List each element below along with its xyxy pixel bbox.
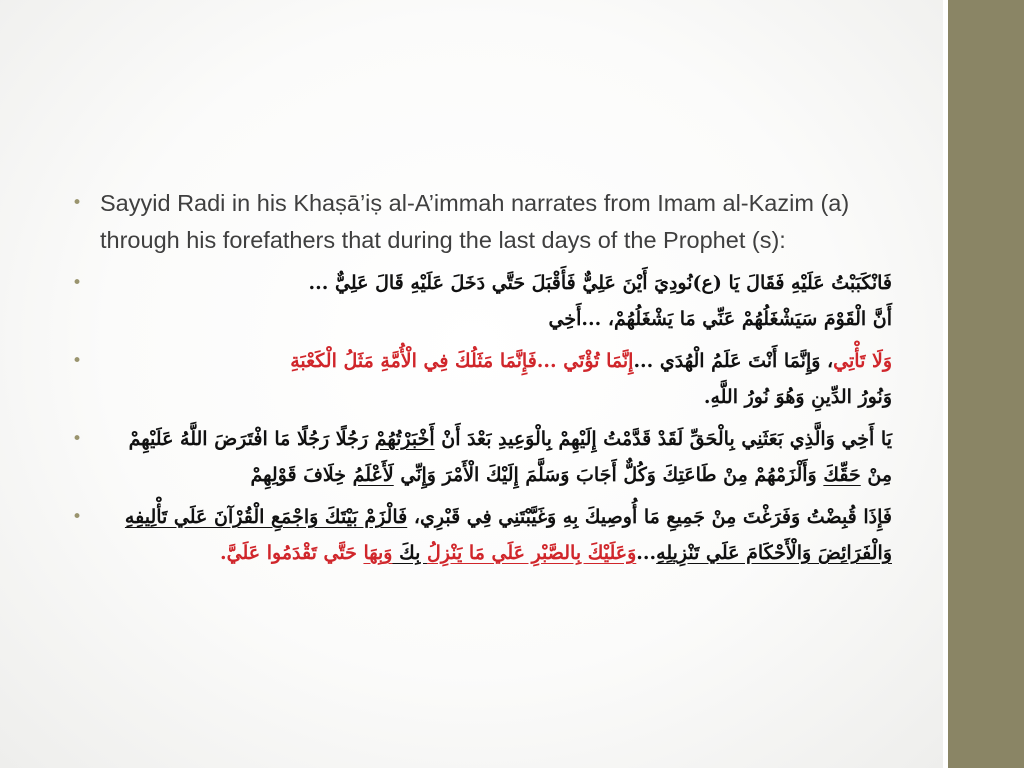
slide-side-bar <box>948 0 1024 768</box>
quote-4-red-underlined-2: وَبِهَا <box>363 542 393 564</box>
bullet-marker: • <box>72 351 83 371</box>
bullet-item-quote-2 <box>72 343 902 415</box>
bullet-item-quote-1 <box>72 265 902 337</box>
quote-3-part-d: خِلَافَ قَوْلِهِمْ <box>250 464 353 486</box>
quote-3-part-b: رَجُلًا رَجُلًا مَا افْتَرَضَ اللَّهُ عَلَيْهِمْ مِنْ <box>128 428 892 486</box>
bullet-marker: • <box>72 273 83 293</box>
quote-3-part-a: يَا أَخِي وَالَّذِي بَعَثَنِي بِالْحَقِّ لَقَدْ قَدَّمْتُ إِلَيْهِمْ بِالْوَعِيدِ بَعْدَ أَنْ <box>434 428 892 450</box>
arabic-quote-2 <box>72 343 902 415</box>
arabic-quote-3 <box>72 421 902 493</box>
quote-3-part-c: وَأَلْزَمْهُمْ مِنْ طَاعَتِكَ وَكُلٌّ أَجَابَ وَسَلَّمَ إِلَيْكَ الْأَمْرَ وَإِنِّي <box>393 464 824 486</box>
quote-4-underlined-1: فَالْزَمْ بَيْتَكَ وَاجْمَعِ الْقُرْآنَ عَلَي تَأْلِيفِهِ وَالْفَرَائِضَ وَالْأَحْكَامَ عَلَي تَنْزِيلِهِ <box>124 506 892 564</box>
bullet-marker: • <box>72 507 83 527</box>
quote-4-part-b: ... <box>636 542 657 564</box>
bullet-item-quote-4 <box>72 499 902 571</box>
quote-2-line-2: وَنُورُ الدِّينِ وَهُوَ نُورُ اللَّهِ. <box>703 386 892 408</box>
quote-3-underlined-2: حَقِّكَ <box>823 464 861 486</box>
quote-3-underlined-1: أَخْبَرْتُهُمْ <box>374 428 435 450</box>
bullet-marker: • <box>72 193 83 213</box>
quote-2-line-1 <box>100 343 892 379</box>
quote-4-red-underlined-1: وَعَلَيْكَ بِالصَّبْرِ عَلَي مَا يَنْزِلُ <box>426 542 637 564</box>
quote-4-red-ending: حَتَّي تَقْدَمُوا عَلَيَّ. <box>220 542 364 564</box>
quote-2-red-phrase-1: وَلَا تَأْتِي <box>833 350 892 372</box>
quote-1-line-2: أَنَّ الْقَوْمَ سَيَشْغَلُهُمْ عَنِّي مَا يَشْغَلُهُمْ، ...أَخِي <box>548 308 892 330</box>
quote-4-part-c: بِكَ <box>392 542 427 564</box>
intro-text: Sayyid Radi in his Khaṣā’iṣ al-A’immah narrates from Imam al-Kazim (a) through his forefathers that during the last days of the Prophet (s): <box>100 190 850 253</box>
arabic-quote-4 <box>72 499 902 571</box>
quote-3-underlined-3: لَأَعْلَمُ <box>352 464 394 486</box>
bullet-marker: • <box>72 429 83 449</box>
quote-1-line-1: فَانْكَبَبْتُ عَلَيْهِ فَقَالَ يَا (ع)نُودِيَ أَيْنَ عَلِيٌّ فَأَقْبَلَ حَتَّي دَخَلَ عَلَيْهِ قَالَ عَلِيٌّ ... <box>308 272 892 294</box>
quote-4-part-a: فَإِذَا قُبِضْتُ وَفَرَغْتَ مِنْ جَمِيعِ مَا أُوصِيكَ بِهِ وَغَيَّبْتَنِي فِي قَبْرِي، <box>407 506 892 528</box>
bullet-item-quote-3 <box>72 421 902 493</box>
bullet-item-intro <box>72 185 902 259</box>
quote-2-red-phrase-2: إِنَّمَا تُؤْتَي ...فَإِنَّمَا مَثَلُكَ فِي الْأُمَّةِ مَثَلُ الْكَعْبَةِ <box>290 350 634 372</box>
quote-2-black-phrase: ، وَإِنَّمَا أَنْتَ عَلَمُ الْهُدَي ... <box>633 350 834 372</box>
slide-content <box>72 185 902 571</box>
arabic-quote-1 <box>72 265 902 337</box>
